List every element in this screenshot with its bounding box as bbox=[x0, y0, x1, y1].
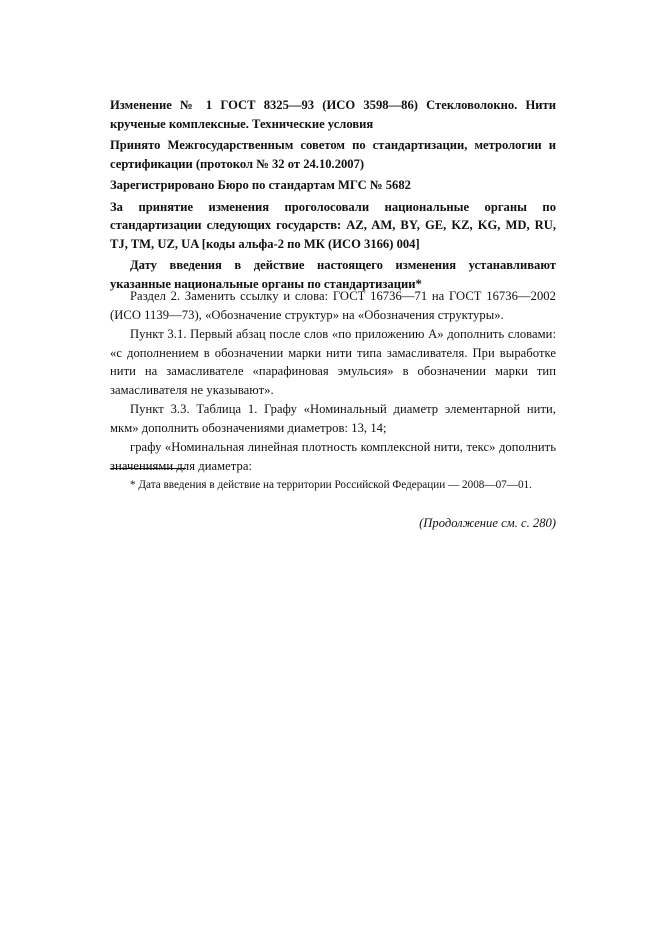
effective-date-statement: Дату введения в действие настоящего изменения устанавливают указанные национальные органы по стандартизации* bbox=[110, 258, 556, 291]
amendment-header bbox=[110, 96, 556, 293]
footnote-divider bbox=[110, 468, 186, 469]
body-paragraph-item-3-3: Пункт 3.3. Таблица 1. Графу «Номинальный диаметр элементарной нити, мкм» дополнить обозначениями диаметров: 13, 14; bbox=[110, 402, 556, 435]
amendment-title: Изменение № 1 ГОСТ 8325—93 (ИСО 3598—86) Стекловолокно. Нити крученые комплексные. Технические условия bbox=[110, 98, 556, 131]
voting-statement: За принятие изменения проголосовали национальные органы по стандартизации следующих государств: AZ, AM, BY, GE, KZ, KG, MD, RU, TJ, TM, UZ, UA [коды альфа-2 по МК (ИСО 3166) 004] bbox=[110, 199, 556, 251]
body-paragraph-section-2: Раздел 2. Заменить ссылку и слова: ГОСТ 16736—71 на ГОСТ 16736—2002 (ИСО 1139—73), «Обозначение структур» на «Обозначения структуры». bbox=[110, 289, 556, 322]
body-paragraph-column: графу «Номинальная линейная плотность комплексной нити, текс» дополнить значениями для диаметра: bbox=[110, 440, 556, 473]
adoption-statement: Принято Межгосударственным советом по стандартизации, метрологии и сертификации (протокол № 32 от 24.10.2007) bbox=[110, 138, 556, 171]
amendment-body bbox=[110, 287, 556, 475]
body-paragraph-item-3-1: Пункт 3.1. Первый абзац после слов «по приложению А» дополнить словами: «с дополнением в обозначении марки нити типа замасливателя. При выработке нити на замасливателе «парафиновая эмульсия» в обозначении марки тип замасливателя не указывают». bbox=[110, 327, 556, 397]
footnote: * Дата введения в действие на территории Российской Федерации — 2008—07—01. bbox=[130, 479, 532, 491]
registration-statement: Зарегистрировано Бюро по стандартам МГС № 5682 bbox=[110, 178, 411, 192]
continuation-note: (Продолжение см. с. 280) bbox=[419, 516, 556, 530]
